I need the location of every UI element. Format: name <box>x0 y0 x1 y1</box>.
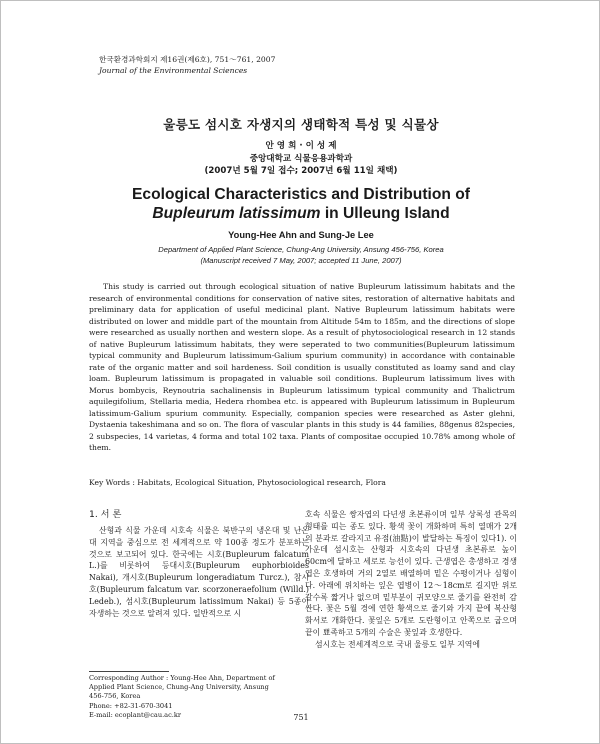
affiliation-kr: 중앙대학교 식물응용과학과 <box>249 153 353 164</box>
affiliation-en: Department of Applied Plant Science, Chung-Ang University, Ansung 456-756, Korea <box>158 245 444 254</box>
author-block-kr <box>1 140 600 178</box>
manuscript-date-en: (Manuscript received 7 May, 2007; accepted 11 June, 2007) <box>200 256 402 266</box>
title-en-line2 <box>1 204 600 223</box>
body-paragraph: 호속 식물은 쌍자엽의 다년생 초본류이며 일부 상록성 관목의 형태를 띠는 종도 있다. 황색 꽃이 개화하며 특히 열매가 2개의 분과로 갈라지고 유점(油點)이 발달하는 특징이 있다1). 이 가운데 섬시호는 산형과 시호속의 다년생 초본류로 높이 60cm에 달하고 세로로 능선이 있다. 근생엽은 총생하고 경생엽은 호생하며 거의 2열로 배열하며 밑은 수평이거나 심형이다. 아래에 위치하는 잎은 엽병이 12～18cm로 길지만 위로 갈수록 짧거나 없으며 밑부분이 귀모양으로 줄기를 완전히 감싼다. 꽃은 5월 경에 연한 황색으로 줄기와 가지 끝에 복산형화서로 개화한다. 꽃잎은 5개로 도란형이고 안쪽으로 굽으며 끝이 뾰족하고 5개의 수술은 꽃잎과 호생한다. <box>305 510 517 637</box>
footnote-line: Corresponding Author : Young-Hee Ahn, Department of <box>89 674 275 682</box>
received-date-kr: (2007년 5월 7일 접수; 2007년 6월 11일 채택) <box>204 166 398 176</box>
paper-title-kr: 울릉도 섬시호 자생지의 생태학적 특성 및 식물상 <box>163 117 439 132</box>
body-paragraph: 섬시호는 전세계적으로 국내 울릉도 일부 지역에 <box>315 639 480 649</box>
journal-name-en: Journal of the Environmental Sciences <box>99 66 248 75</box>
journal-citation-kr: 한국환경과학회지 제16권(제6호), 751～761, 2007 <box>99 55 276 64</box>
body-paragraph: 산형과 식물 가운데 시호속 식물은 북반구의 냉온대 및 난온대 지역을 중심으로 전 세계적으로 약 100종 정도가 분포하는 것으로 보고되어 있다. 한국에는 시호(Bupleurum falcatum L.)를 비롯하여 등대시호(Bupleurum euphorbioides Nakai), 개시호(Bupleurum longeradiatum Turcz.), 참시호(Bupleurum falcatum var. scorzoneraefolium (Willd.) Ledeb.), 섬시호(Bupleurum latissimum Nakai) 등 5종이 자생하는 것으로 알려져 있다. 일반적으로 시 <box>89 526 309 618</box>
title-en-line1: Ecological Characteristics and Distribution of <box>132 186 470 203</box>
authors-en: Young-Hee Ahn and Sung-Je Lee <box>228 230 374 240</box>
section-heading-introduction: 1. 서 론 <box>89 509 122 520</box>
footnote-line: 456-756, Korea <box>89 692 141 701</box>
footnote-divider <box>89 671 169 672</box>
body-left-column <box>89 509 309 619</box>
keywords: Key Words : Habitats, Ecological Situation, Phytosociological research, Flora <box>89 478 386 487</box>
body-right-column <box>305 509 517 651</box>
footnote-email: E-mail: ecoplant@cau.ac.kr <box>89 710 182 719</box>
authors-kr: 안 영 희 · 이 성 제 <box>265 141 337 151</box>
footnote-line: Applied Plant Science, Chung-Ang University, Ansung <box>89 683 269 692</box>
abstract: This study is carried out through ecological situation of native Bupleurum latissimum habitats and the research of environmental conditions for conservation of native sites, restoration of alternative habitats and preliminary data for application of useful medicinal plant. Native Bupleurum latissimum habitats were distributed on lower and middle part of the mountain from Altitude 54m to 185m, and the directions of slope were researched as usually northen and western slope. As a result of phytosociological research in 12 stands of native Bupleurum latissimum habitats, they were seperated to two communities(Bupleurum latissimum typical community and Bupleurum latissimum-Galium spurium community) in accordance with containable rate of the organic matter and soil hardeness. Soil condition is usually constituted as loamy sand and clay loam. Bupleurum latissimum is propagated in valuable soil conditions. Bupleurum latissimum lives with Morus bombycis, Reynoutria sachalinensis in Bupleurum latissimum typical community and Thalictrum aquilegifolium, Stellaria media, Hedera rhombea etc. is appeared with Bupleurum latissimum in Bupleurum latissimum-Galium spurium community. Especially, companion species were researched as Aster glehni, Dystaenia takeshimana and so on. The flora of vascular plants in this study is 44 families, 88genus 82species, 2 subspecies, 14 varietas, 4 forma and total 102 taxa. Plants of compositae occupied 10.78% among whole of them. <box>89 282 515 452</box>
title-en-species: Bupleurum latissimum <box>152 205 321 222</box>
page-number: 751 <box>293 713 309 722</box>
paper-title-en <box>1 185 600 223</box>
title-en-line2-rest: in Ulleung Island <box>320 205 450 222</box>
footnote-phone: Phone: +82-31-670-3041 <box>89 701 173 710</box>
journal-citation <box>99 54 275 76</box>
affiliation-block-en <box>1 244 600 266</box>
